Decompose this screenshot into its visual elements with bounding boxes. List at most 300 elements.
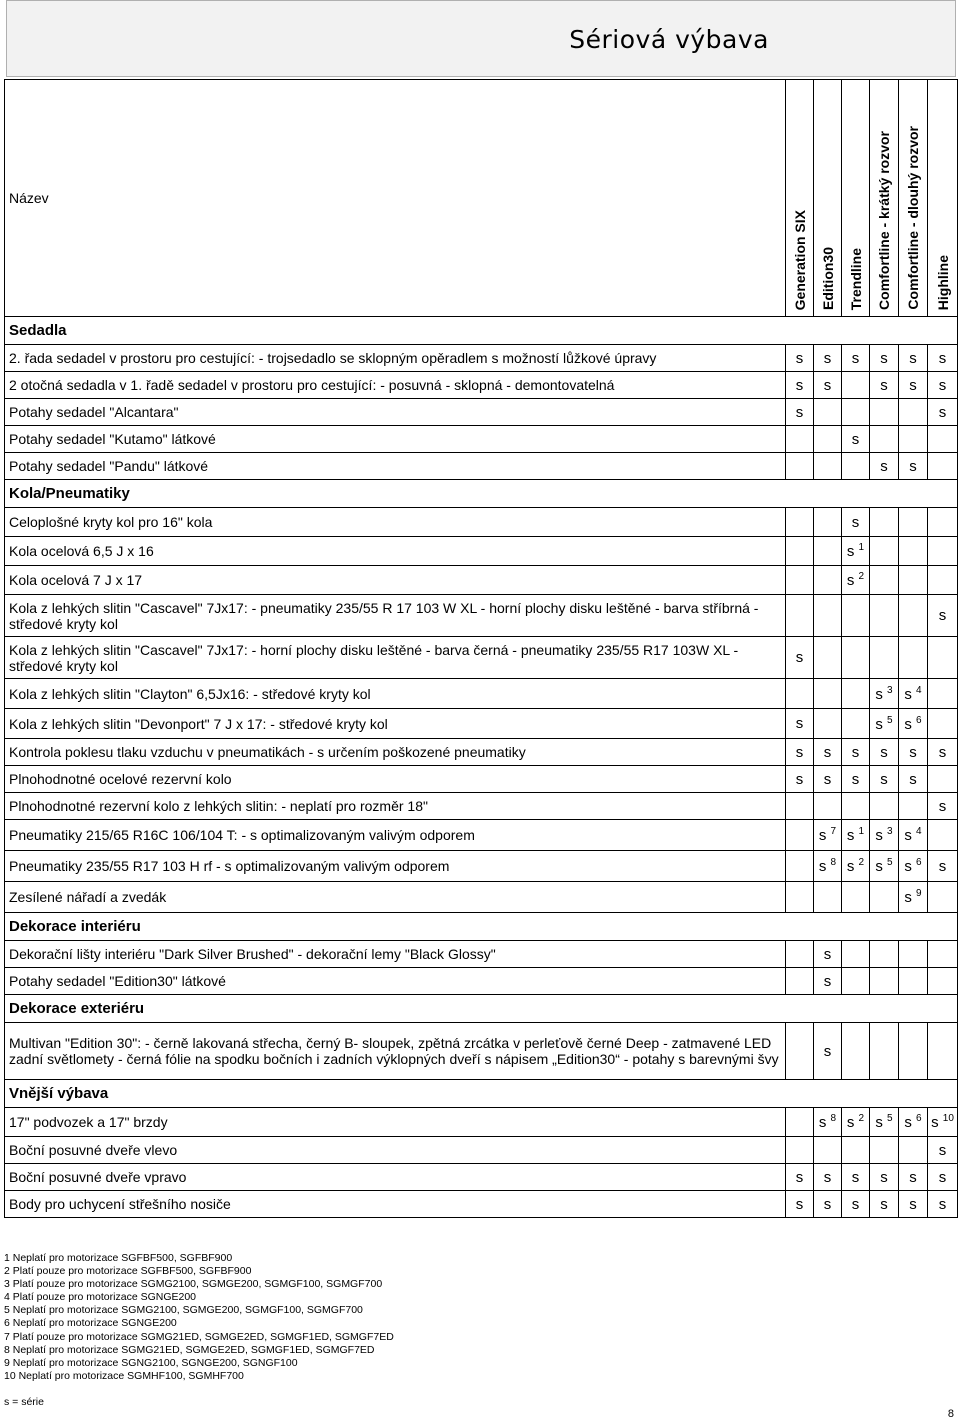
section-spacer [899, 1080, 928, 1108]
section-spacer [842, 995, 870, 1023]
availability-cell [786, 968, 814, 995]
availability-cell [899, 679, 928, 709]
availability-cell [786, 372, 814, 399]
table-row [5, 766, 958, 793]
availability-cell [928, 537, 958, 566]
availability-cell [870, 882, 899, 913]
availability-cell [870, 766, 899, 793]
standard-mark: s [938, 1195, 947, 1213]
page-title: Sériová výbava [569, 25, 769, 54]
availability-cell [786, 453, 814, 480]
availability-cell [928, 679, 958, 709]
footnote-ref: 2 [858, 1113, 865, 1124]
section-row [5, 480, 958, 508]
availability-cell [870, 1137, 899, 1164]
standard-mark: s [880, 1195, 888, 1213]
item-name: Celoplošné kryty kol pro 16" kola [5, 508, 786, 537]
item-name: Dekorační lišty interiéru "Dark Silver Brushed" - dekorační lemy "Black Glossy" [5, 941, 786, 968]
table-row [5, 537, 958, 566]
section-spacer [786, 480, 814, 508]
availability-cell [870, 820, 899, 851]
item-name: Kola z lehkých slitin "Cascavel" 7Jx17: - horní plochy disku leštěné - barva černá - pneumatiky 235/55 R17 103W XL - středové kryty kol [5, 637, 786, 679]
item-name: Potahy sedadel "Edition30" látkové [5, 968, 786, 995]
availability-cell [899, 453, 928, 480]
footnote: 8 Neplatí pro motorizace SGMG21ED, SGMGE2ED, SGMGF1ED, SGMGF7ED [4, 1343, 375, 1356]
standard-mark: s [938, 349, 947, 367]
standard-mark: s [846, 827, 855, 844]
availability-cell [899, 372, 928, 399]
availability-cell [786, 679, 814, 709]
availability-cell [814, 793, 842, 820]
standard-mark: s [938, 376, 947, 394]
availability-cell [814, 820, 842, 851]
standard-mark: s [904, 715, 912, 733]
availability-cell [786, 399, 814, 426]
availability-cell [899, 595, 928, 637]
section-spacer [842, 1080, 870, 1108]
availability-cell [899, 793, 928, 820]
section-spacer [928, 317, 958, 345]
availability-cell [814, 882, 842, 913]
availability-cell [899, 637, 928, 679]
availability-cell [899, 1191, 928, 1218]
item-name: Kontrola poklesu tlaku vzduchu v pneumatikách - s určením poškozené pneumatiky [5, 739, 786, 766]
standard-mark: s [795, 1195, 804, 1213]
standard-mark: s [823, 1195, 832, 1213]
footnote: 4 Platí pouze pro motorizace SGNGE200 [4, 1291, 197, 1304]
standard-mark: s [818, 858, 827, 875]
availability-cell [842, 851, 870, 882]
footnotes [4, 1252, 394, 1383]
section-spacer [899, 913, 928, 941]
availability-cell [870, 1191, 899, 1218]
availability-cell [842, 820, 870, 851]
availability-cell [786, 1023, 814, 1080]
availability-cell [786, 851, 814, 882]
standard-mark: s [938, 607, 947, 624]
standard-mark: s [823, 349, 832, 367]
availability-cell [842, 426, 870, 453]
standard-mark: s [851, 743, 860, 761]
standard-mark: s [795, 770, 804, 788]
table-row [5, 793, 958, 820]
standard-mark: s [851, 513, 860, 531]
availability-cell [786, 566, 814, 595]
section-spacer [814, 1080, 842, 1108]
availability-cell [928, 1108, 958, 1137]
availability-cell [928, 345, 958, 372]
standard-mark: s [795, 403, 804, 421]
availability-cell [870, 345, 899, 372]
table-row [5, 372, 958, 399]
standard-mark: s [851, 1168, 860, 1186]
section-title: Kola/Pneumatiky [5, 480, 786, 508]
availability-cell [928, 508, 958, 537]
footnote: 10 Neplatí pro motorizace SGMHF100, SGMHF700 [4, 1369, 244, 1382]
standard-mark: s [823, 743, 832, 761]
item-name: Kola z lehkých slitin "Cascavel" 7Jx17: - pneumatiky 235/55 R 17 103 W XL - horní plochy disku leštěné - barva stříbrná - středové kryty kol [5, 595, 786, 637]
availability-cell [899, 537, 928, 566]
section-title: Sedadla [5, 317, 786, 345]
availability-cell [842, 537, 870, 566]
availability-cell [814, 537, 842, 566]
item-name: Potahy sedadel "Pandu" látkové [5, 453, 786, 480]
footnote-ref: 6 [916, 714, 922, 726]
standard-mark: s [875, 685, 883, 703]
section-spacer [786, 995, 814, 1023]
item-name: Potahy sedadel "Kutamo" látkové [5, 426, 786, 453]
footnote: 7 Platí pouze pro motorizace SGMG21ED, SGMGE2ED, SGMGF1ED, SGMGF7ED [4, 1330, 394, 1343]
item-name: Pneumatiky 215/65 R16C 106/104 T: - s optimalizovaným valivým odporem [5, 820, 786, 851]
table-row [5, 508, 958, 537]
item-name: Potahy sedadel "Alcantara" [5, 399, 786, 426]
section-title: Dekorace exteriéru [5, 995, 786, 1023]
footnote-ref: 8 [830, 1113, 837, 1124]
standard-mark: s [931, 1114, 939, 1131]
availability-cell [899, 851, 928, 882]
availability-cell [928, 453, 958, 480]
standard-mark: s [880, 376, 888, 394]
standard-mark: s [938, 857, 947, 875]
section-spacer [870, 317, 899, 345]
footnote-ref: 4 [916, 826, 922, 837]
section-spacer [814, 480, 842, 508]
item-name: Boční posuvné dveře vpravo [5, 1164, 786, 1191]
availability-cell [786, 820, 814, 851]
availability-cell [928, 1164, 958, 1191]
availability-cell [814, 739, 842, 766]
availability-cell [928, 882, 958, 913]
title-banner [6, 0, 956, 77]
availability-cell [870, 968, 899, 995]
availability-cell [870, 537, 899, 566]
availability-cell [842, 453, 870, 480]
availability-cell [786, 1108, 814, 1137]
section-spacer [814, 995, 842, 1023]
availability-cell [786, 537, 814, 566]
table-row [5, 851, 958, 882]
table-row [5, 426, 958, 453]
standard-mark: s [795, 649, 804, 666]
availability-cell [786, 793, 814, 820]
availability-cell [899, 709, 928, 739]
availability-cell [842, 1023, 870, 1080]
availability-cell [786, 508, 814, 537]
table-row [5, 566, 958, 595]
section-spacer [870, 913, 899, 941]
item-name: Multivan "Edition 30": - černě lakovaná střecha, černý B- sloupek, zpětná zrcátka v perleťově černé Deep - zatmavené LED zadní světlomety - černá fólie na spodku bočních i zadních výklopných dveří s nápisem „Edition30“ - potahy s barevnými švy [5, 1023, 786, 1080]
availability-cell [928, 595, 958, 637]
item-name: Pneumatiky 235/55 R17 103 H rf - s optimalizovaným valivým odporem [5, 851, 786, 882]
availability-cell [814, 566, 842, 595]
availability-cell [899, 941, 928, 968]
availability-cell [928, 793, 958, 820]
availability-cell [899, 968, 928, 995]
availability-cell [870, 1164, 899, 1191]
availability-cell [786, 709, 814, 739]
availability-cell [814, 1108, 842, 1137]
section-spacer [928, 1080, 958, 1108]
availability-cell [842, 345, 870, 372]
availability-cell [814, 851, 842, 882]
footnote-ref: 2 [858, 857, 865, 868]
availability-cell [842, 399, 870, 426]
availability-cell [899, 1164, 928, 1191]
column-header: Trendline [842, 80, 870, 317]
footnote-ref: 1 [858, 542, 865, 553]
availability-cell [870, 372, 899, 399]
availability-cell [928, 426, 958, 453]
availability-cell [842, 1191, 870, 1218]
availability-cell [870, 679, 899, 709]
availability-cell [870, 595, 899, 637]
availability-cell [842, 1164, 870, 1191]
column-header: Comfortline - dlouhý rozvor [899, 80, 928, 317]
availability-cell [786, 1137, 814, 1164]
availability-cell [814, 1023, 842, 1080]
table-row [5, 941, 958, 968]
availability-cell [899, 399, 928, 426]
availability-cell [814, 679, 842, 709]
availability-cell [842, 372, 870, 399]
footnote: 9 Neplatí pro motorizace SGNG2100, SGNGE200, SGNGF100 [4, 1356, 298, 1369]
footnote-ref: 10 [942, 1113, 954, 1124]
availability-cell [786, 1191, 814, 1218]
availability-cell [842, 968, 870, 995]
availability-cell [814, 1137, 842, 1164]
legend: s = série [4, 1396, 44, 1408]
availability-cell [814, 426, 842, 453]
availability-cell [928, 1137, 958, 1164]
availability-cell [870, 851, 899, 882]
footnote-ref: 2 [858, 571, 865, 582]
availability-cell [870, 709, 899, 739]
availability-cell [870, 426, 899, 453]
table-row [5, 1137, 958, 1164]
standard-mark: s [875, 827, 883, 844]
availability-cell [928, 1191, 958, 1218]
availability-cell [928, 820, 958, 851]
item-name: 2 otočná sedadla v 1. řadě sedadel v prostoru pro cestující: - posuvná - sklopná - demontovatelná [5, 372, 786, 399]
standard-mark: s [909, 376, 917, 394]
availability-cell [842, 941, 870, 968]
section-spacer [842, 913, 870, 941]
availability-cell [814, 968, 842, 995]
availability-cell [814, 595, 842, 637]
availability-cell [870, 453, 899, 480]
table-row [5, 1191, 958, 1218]
footnote: 1 Neplatí pro motorizace SGFBF500, SGFBF900 [4, 1252, 233, 1264]
availability-cell [928, 1023, 958, 1080]
footnote: 3 Platí pouze pro motorizace SGMG2100, SGMGE200, SGMGF100, SGMGF700 [4, 1278, 383, 1291]
availability-cell [786, 595, 814, 637]
standard-mark: s [795, 715, 804, 732]
item-name: 17" podvozek a 17" brzdy [5, 1108, 786, 1137]
section-spacer [928, 913, 958, 941]
table-row [5, 709, 958, 739]
standard-mark: s [818, 827, 827, 844]
availability-cell [928, 739, 958, 766]
availability-cell [899, 508, 928, 537]
availability-cell [870, 566, 899, 595]
availability-cell [870, 1108, 899, 1137]
availability-cell [842, 637, 870, 679]
availability-cell [928, 968, 958, 995]
standard-mark: s [880, 1168, 888, 1186]
section-spacer [814, 913, 842, 941]
section-spacer [842, 480, 870, 508]
section-row [5, 995, 958, 1023]
section-spacer [842, 317, 870, 345]
column-header: Generation SIX [786, 80, 814, 317]
item-name: Kola z lehkých slitin "Devonport" 7 J x 17: - středové kryty kol [5, 709, 786, 739]
availability-cell [786, 426, 814, 453]
standard-mark: s [880, 743, 888, 761]
section-spacer [928, 995, 958, 1023]
standard-mark: s [904, 1114, 912, 1131]
availability-cell [814, 345, 842, 372]
standard-mark: s [846, 572, 855, 589]
footnote-ref: 3 [887, 684, 893, 696]
availability-cell [814, 709, 842, 739]
standard-mark: s [875, 858, 883, 875]
section-spacer [899, 995, 928, 1023]
standard-mark: s [909, 1195, 917, 1213]
section-spacer [899, 317, 928, 345]
availability-cell [786, 941, 814, 968]
standard-mark: s [851, 430, 860, 448]
section-spacer [870, 480, 899, 508]
availability-cell [786, 766, 814, 793]
table-row [5, 1164, 958, 1191]
item-name: Body pro uchycení střešního nosiče [5, 1191, 786, 1218]
standard-mark: s [904, 685, 912, 703]
availability-cell [870, 941, 899, 968]
standard-mark: s [909, 743, 917, 761]
availability-cell [842, 595, 870, 637]
standard-mark: s [904, 889, 912, 906]
availability-cell [814, 453, 842, 480]
availability-cell [786, 882, 814, 913]
table-row [5, 1108, 958, 1137]
section-row [5, 317, 958, 345]
standard-mark: s [938, 797, 947, 815]
section-spacer [814, 317, 842, 345]
availability-cell [842, 566, 870, 595]
table-row [5, 968, 958, 995]
column-header: Highline [928, 80, 958, 317]
availability-cell [814, 1164, 842, 1191]
header-row [5, 80, 958, 317]
availability-cell [899, 1108, 928, 1137]
standard-mark: s [904, 827, 912, 844]
page-number: 8 [947, 1408, 954, 1420]
standard-mark: s [846, 1114, 855, 1131]
availability-cell [899, 739, 928, 766]
availability-cell [899, 426, 928, 453]
name-column-header: Název [5, 80, 786, 317]
footnote-ref: 4 [916, 684, 922, 696]
standard-mark: s [823, 770, 832, 788]
standard-mark: s [938, 1141, 947, 1159]
footnote-ref: 6 [916, 1113, 922, 1124]
column-header: Edition30 [814, 80, 842, 317]
footnote-ref: 5 [887, 1113, 893, 1124]
table-row [5, 453, 958, 480]
standard-mark: s [875, 715, 883, 733]
standard-mark: s [795, 1168, 804, 1186]
availability-cell [786, 1164, 814, 1191]
section-spacer [899, 480, 928, 508]
standard-mark: s [795, 349, 804, 367]
table-row [5, 345, 958, 372]
standard-mark: s [875, 1114, 883, 1131]
section-spacer [786, 317, 814, 345]
standard-mark: s [846, 858, 855, 875]
standard-mark: s [904, 858, 912, 875]
availability-cell [928, 766, 958, 793]
availability-cell [814, 372, 842, 399]
section-row [5, 913, 958, 941]
item-name: Kola z lehkých slitin "Clayton" 6,5Jx16: - středové kryty kol [5, 679, 786, 709]
standard-mark: s [851, 1195, 860, 1213]
availability-cell [899, 1023, 928, 1080]
column-header: Comfortline - krátký rozvor [870, 80, 899, 317]
item-name: Kola ocelová 6,5 J x 16 [5, 537, 786, 566]
item-name: 2. řada sedadel v prostoru pro cestující: - trojsedadlo se sklopným opěradlem s možností lůžkové úpravy [5, 345, 786, 372]
standard-mark: s [846, 543, 855, 560]
footnote-ref: 7 [830, 826, 837, 837]
standard-mark: s [880, 770, 888, 788]
section-title: Dekorace interiéru [5, 913, 786, 941]
availability-cell [870, 793, 899, 820]
availability-cell [842, 679, 870, 709]
availability-cell [928, 637, 958, 679]
footnote: 5 Neplatí pro motorizace SGMG2100, SGMGE200, SGMGF100, SGMGF700 [4, 1304, 363, 1317]
availability-cell [899, 766, 928, 793]
footnote-ref: 9 [916, 888, 922, 899]
footnote-ref: 8 [830, 857, 837, 868]
standard-mark: s [938, 403, 947, 421]
equipment-table [4, 79, 958, 1218]
footnote: 2 Platí pouze pro motorizace SGFBF500, SGFBF900 [4, 1265, 252, 1278]
standard-mark: s [851, 770, 860, 788]
availability-cell [842, 1108, 870, 1137]
footnote-ref: 1 [858, 826, 865, 837]
section-spacer [870, 995, 899, 1023]
table-row [5, 882, 958, 913]
standard-mark: s [823, 945, 832, 963]
section-spacer [928, 480, 958, 508]
table-row [5, 739, 958, 766]
standard-mark: s [880, 349, 888, 367]
table-body [5, 317, 958, 1218]
availability-cell [842, 508, 870, 537]
table-row [5, 679, 958, 709]
standard-mark: s [909, 770, 917, 788]
standard-mark: s [795, 376, 804, 394]
availability-cell [899, 1137, 928, 1164]
standard-mark: s [823, 1168, 832, 1186]
standard-mark: s [909, 349, 917, 367]
section-spacer [786, 913, 814, 941]
standard-mark: s [880, 457, 888, 475]
availability-cell [842, 709, 870, 739]
standard-mark: s [795, 743, 804, 761]
availability-cell [786, 345, 814, 372]
availability-cell [899, 566, 928, 595]
availability-cell [814, 941, 842, 968]
